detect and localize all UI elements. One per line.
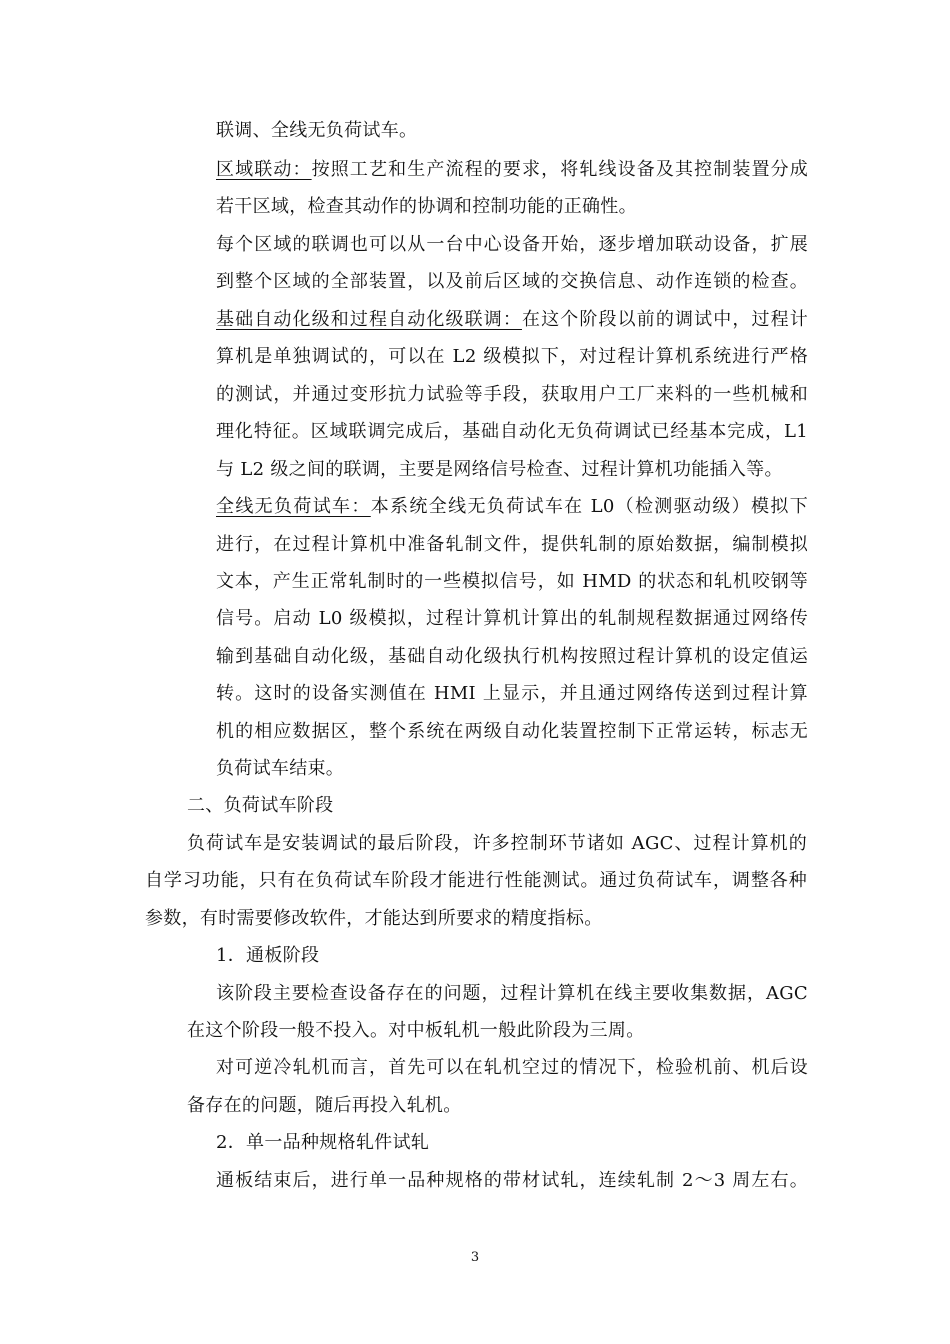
section-heading-full-line-test: 全线无负荷试车： [216, 496, 371, 517]
paragraph-line: 联调、全线无负荷试车。 [216, 120, 418, 141]
page-number: 3 [470, 1250, 480, 1265]
paragraph-line: 负荷试车是安装调试的最后阶段，许多控制环节诸如 AGC、过程计算机的 [187, 833, 807, 854]
paragraph-line [216, 158, 808, 182]
paragraph-line: 自学习功能，只有在负荷试车阶段才能进行性能测试。通过负荷试车，调整各种 [145, 870, 807, 891]
paragraph-line: 通板结束后，进行单一品种规格的带材试轧，连续轧制 2～3 周左右。 [216, 1170, 808, 1191]
paragraph-line: 算机是单独调试的，可以在 L2 级模拟下，对过程计算机系统进行严格 [216, 346, 808, 367]
subsection-heading: 2．单一品种规格轧件试轧 [216, 1132, 430, 1153]
paragraph-line: 在这个阶段一般不投入。对中板轧机一般此阶段为三周。 [187, 1020, 645, 1041]
paragraph-line [216, 308, 808, 332]
paragraph-line: 负荷试车结束。 [216, 758, 345, 779]
paragraph-line: 的测试，并通过变形抗力试验等手段，获取用户工厂来料的一些机械和 [216, 384, 808, 405]
paragraph-line: 该阶段主要检查设备存在的问题，过程计算机在线主要收集数据，AGC [216, 983, 808, 1004]
paragraph-line: 若干区域，检查其动作的协调和控制功能的正确性。 [216, 196, 637, 217]
paragraph-line: 进行，在过程计算机中准备轧制文件，提供轧制的原始数据，编制模拟 [216, 534, 808, 555]
paragraph-line: 到整个区域的全部装置，以及前后区域的交换信息、动作连锁的检查。 [216, 271, 808, 292]
paragraph-line: 每个区域的联调也可以从一台中心设备开始，逐步增加联动设备，扩展 [216, 234, 808, 255]
section-heading-automation-linkage: 基础自动化级和过程自动化级联调： [216, 309, 522, 330]
section-heading: 二、负荷试车阶段 [187, 795, 334, 816]
paragraph-line: 信号。启动 L0 级模拟，过程计算机计算出的轧制规程数据通过网络传 [216, 608, 808, 629]
subsection-heading: 1．通板阶段 [216, 945, 320, 966]
paragraph-line: 与 L2 级之间的联调，主要是网络信号检查、过程计算机功能插入等。 [216, 459, 783, 480]
paragraph-text: 在这个阶段以前的调试中，过程计 [521, 309, 808, 330]
paragraph-line: 参数，有时需要修改软件，才能达到所要求的精度指标。 [145, 908, 603, 929]
paragraph-text: 本系统全线无负荷试车在 L0（检测驱动级）模拟下 [370, 496, 809, 517]
paragraph-line: 备存在的问题，随后再投入轧机。 [187, 1095, 462, 1116]
paragraph-line [216, 495, 808, 519]
paragraph-line: 理化特征。区域联调完成后，基础自动化无负荷调试已经基本完成，L1 [216, 421, 808, 442]
paragraph-line: 转。这时的设备实测值在 HMI 上显示，并且通过网络传送到过程计算 [216, 683, 808, 704]
paragraph-line: 对可逆冷轧机而言，首先可以在轧机空过的情况下，检验机前、机后设 [216, 1057, 808, 1078]
paragraph-line: 文本，产生正常轧制时的一些模拟信号，如 HMD 的状态和轧机咬钢等 [216, 571, 808, 592]
paragraph-text: 按照工艺和生产流程的要求，将轧线设备及其控制装置分成 [311, 159, 808, 180]
paragraph-line: 机的相应数据区，整个系统在两级自动化装置控制下正常运转，标志无 [216, 721, 808, 742]
section-heading-regional-linkage: 区域联动： [216, 159, 312, 180]
paragraph-line: 输到基础自动化级，基础自动化级执行机构按照过程计算机的设定值运 [216, 646, 808, 667]
